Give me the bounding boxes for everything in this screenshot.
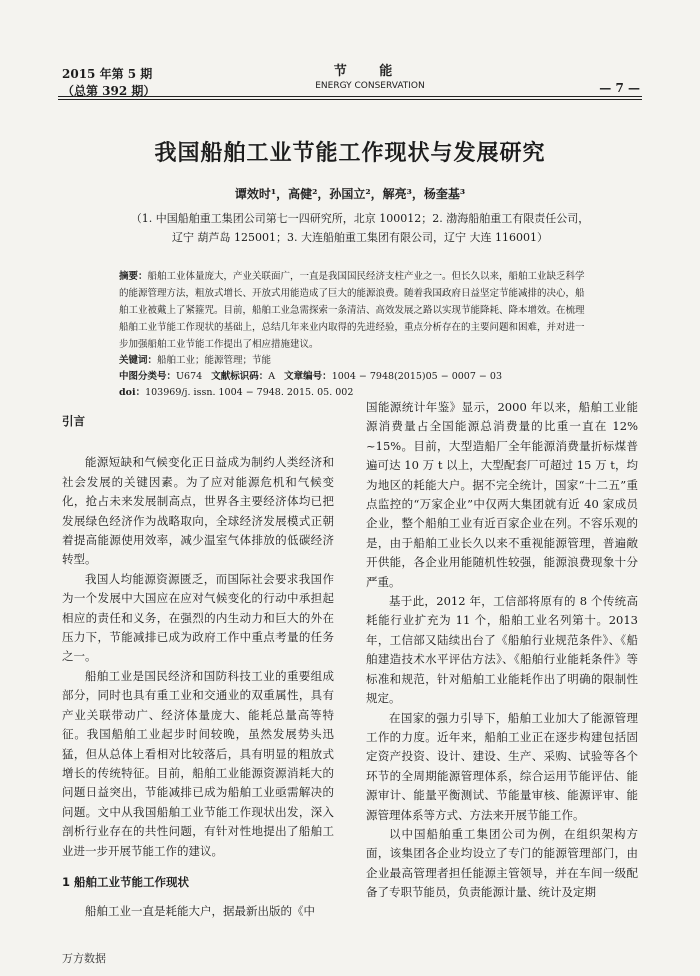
affiliation-line-2: 辽宁 葫芦岛 125001；3. 大连船舶重工集团有限公司，辽宁 大连 116001） [172,231,548,244]
classification-line [119,369,585,385]
paragraph: 以中国船舶重工集团公司为例，在组织架构方面，该集团各企业均设立了专门的能源管理部门，由企业最高管理者担任能源主管领导，并在车间一级配备了专职节能员，负责能源计量、统计及定期 [366,826,638,900]
doc-code-value: A [268,371,276,382]
watermark-footer: 万方数据 [62,952,106,965]
abstract-label: 摘要： [119,271,148,282]
abstract-text: 船舶工业体量庞大，产业关联面广，一直是我国国民经济支柱产业之一。但长久以来，船舶工业缺乏科学的能源管理方法，粗放式增长、开放式用能造成了巨大的能源浪费。随着我国政府日益坚定节能减排的决心，船舶工业被戴上了紧箍咒。目前，船舶工业急需探索一条清洁、高效发展之路以实现节能降耗、降本增效。在梳理船舶工业节能工作现状的基础上，总结几年来业内取得的先进经验，重点分析存在的主要问题和困难，并对进一步加强船舶工业节能工作提出了相应措施建议。 [119,271,585,350]
keywords-label: 关键词： [119,355,158,366]
article-no-value: 1004 − 7948(2015)05 − 0007 − 03 [331,371,502,382]
abstract-block [119,268,585,401]
doi-value: 103969/j. issn. 1004 − 7948. 2015. 05. 002 [145,387,354,398]
issue-line-2: （总第 392 期） [62,84,156,98]
section-1-heading: 1 船舶工业节能工作现状 [62,874,190,889]
header-rule-thin [58,99,642,100]
doi-label: doi： [119,387,146,398]
left-column [62,412,334,922]
article-no-label: 文章编号： [284,371,332,382]
clc-label: 中图分类号： [119,371,177,382]
abstract [119,268,585,353]
keywords-text: 船舶工业；能源管理；节能 [157,355,272,366]
paragraph: 国能源统计年鉴》显示，2000 年以来，船舶工业能源消费量占全国能源总消费量的比重一直在 12% ~15%。目前，大型造船厂全年能源消费量折标煤普遍可达 10 万 t 以上，大型配套厂可超过 15 万 t，均为地区的耗能大户。据不完全统计，国家“十二五”重点监控的“万家企业”中仅两大集团就有近 40 家成员企业，整个船舶工业有近百家企业在列。不容乐观的是，由于船舶工业长久以来不重视能源管理，普遍敞开供能，各企业用能随机性较强，能源浪费现象十分严重。 [366,400,638,589]
keywords [119,353,585,369]
doc-code-label: 文献标识码： [211,371,269,382]
paragraph: 能源短缺和气候变化正日益成为制约人类经济和社会发展的关键因素。为了应对能源危机和气候变化，抢占未来发展制高点，世界各主要经济体均已把发展绿色经济作为战略取向，全球经济发展模式正朝着提高能源使用效率，减少温室气体排放的低碳经济转型。 [62,455,334,567]
affiliation-line-1: （1. 中国船舶重工集团公司第七一四研究所，北京 100012；2. 渤海船舶重工有限责任公司， [130,212,590,225]
right-column [366,398,638,903]
paragraph: 我国人均能源资源匮乏，而国际社会要求我国作为一个发展中大国应在应对气候变化的行动中承担起相应的责任和义务，在强烈的内生动力和巨大的外在压力下，节能减排已成为政府工作中重点考量的任务之一。 [62,571,334,664]
paragraph: 船舶工业是国民经济和国防科技工业的重要组成部分，同时也具有重工业和交通业的双重属性，具有产业关联带动广、经济体量庞大、能耗总量高等特征。我国船舶工业起步时间较晚，虽然发展势头迅猛，但从总体上看相对比较落后，具有明显的粗放式增长的传统特征。目前，船舶工业能源资源消耗大的问题日益突出，节能减排已成为船舶工业亟需解决的问题。文中从我国船舶工业节能工作现状出发，深入剖析行业存在的共性问题，有针对性地提出了船舶工业进一步开展节能工作的建议。 [62,668,334,858]
paragraph: 船舶工业一直是耗能大户，据最新出版的《中 [85,904,315,919]
issue-info [62,66,155,100]
paragraph: 在国家的强力引导下，船舶工业加大了能源管理工作的力度。近年来，船舶工业正在逐步构建包括固定资产投资、设计、建设、生产、采购、试验等各个环节的全周期能源管理体系，综合运用节能评估、能源审计、能量平衡测试、节能量审核、能源评审、能源管理体系等方式、方法来开展节能工作。 [366,710,638,822]
journal-name-en: ENERGY CONSERVATION [315,81,425,91]
page-number: — 7 — [599,81,640,95]
journal-name-cn: 节 能 [333,64,407,79]
clc-value: U674 [176,371,203,382]
issue-line-1: 2015 年第 5 期 [62,67,153,81]
paper-title: 我国船舶工业节能工作现状与发展研究 [154,140,546,166]
journal-name [240,64,500,92]
author-list: 谭效时¹，高健²，孙国立²，解亮³，杨奎基³ [234,187,466,201]
paragraph: 基于此，2012 年，工信部将原有的 8 个传统高耗能行业扩充为 11 个，船舶工业名列第十。2013 年，工信部又陆续出台了《船舶行业规范条件》、《船舶建造技术水平评估方法》、《船舶行业能耗条件》等标准和规范，针对船舶工业能耗作出了明确的限制性规定。 [366,594,638,706]
affiliations [110,209,610,247]
page-header [0,0,700,100]
header-rule-thick [58,96,642,97]
intro-heading: 引言 [62,414,85,428]
